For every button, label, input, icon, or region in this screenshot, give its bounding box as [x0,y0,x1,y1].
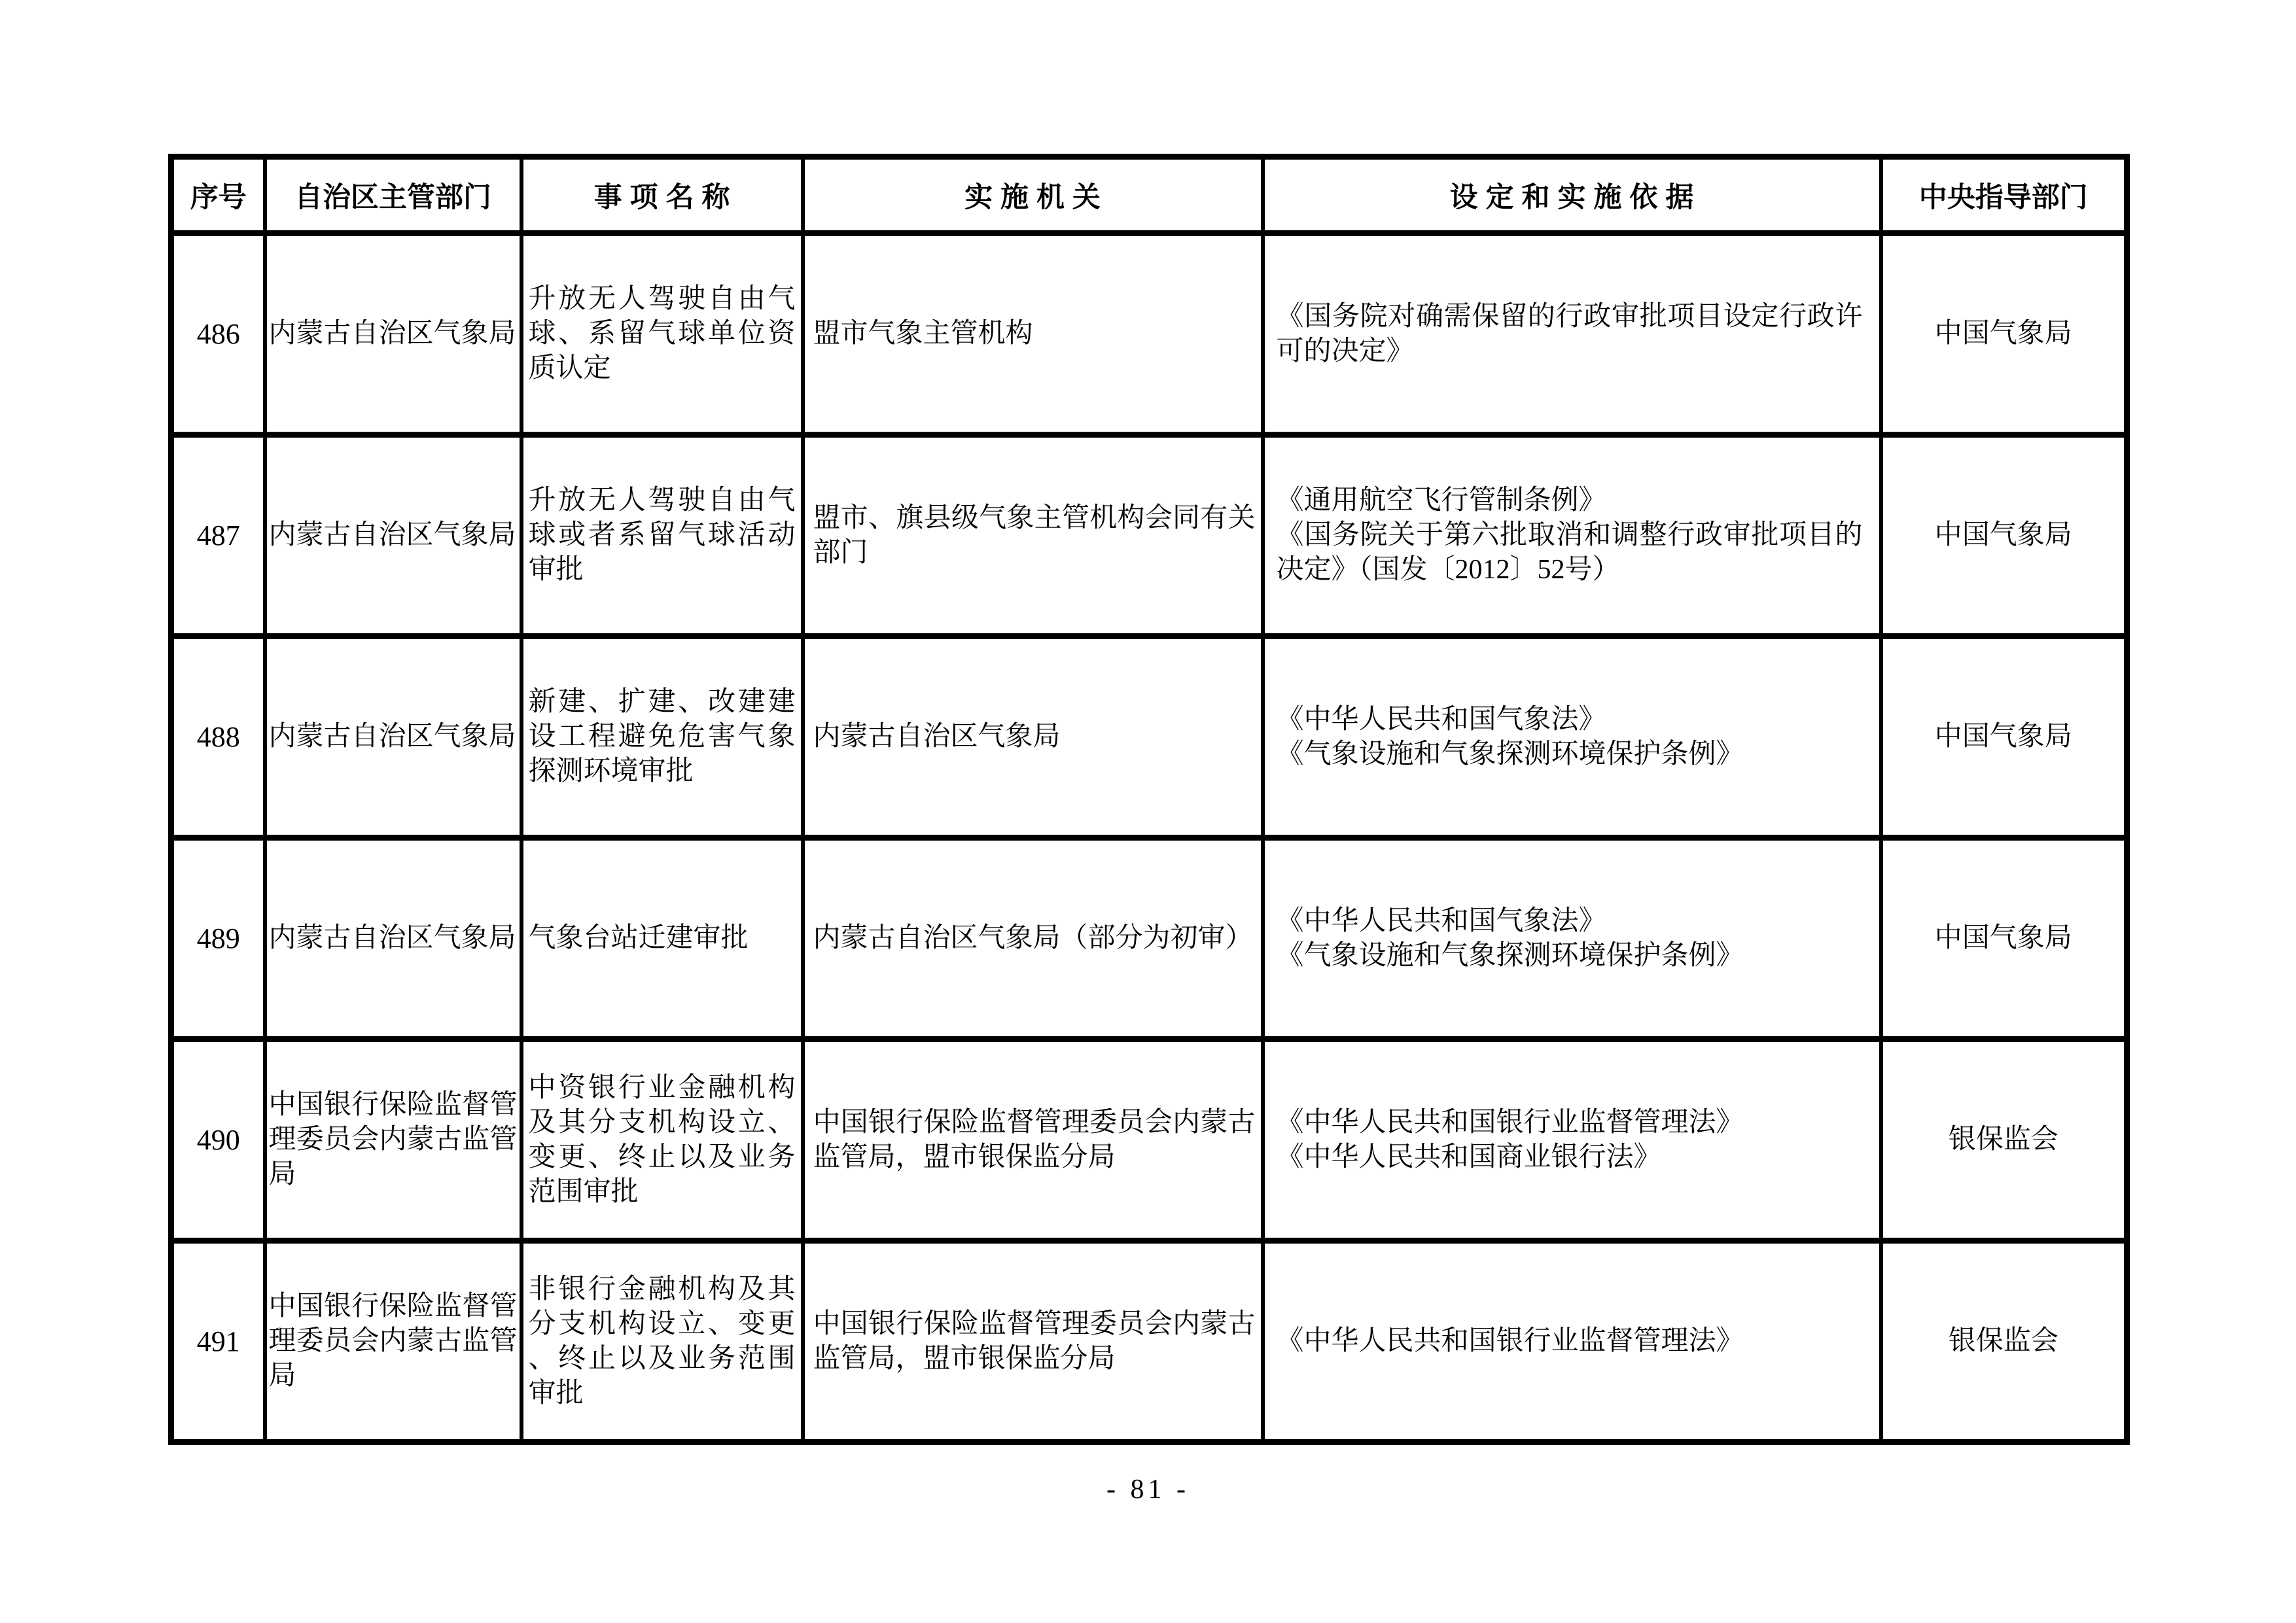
legal-basis-line: 《通用航空飞行管制条例》 [1276,485,1606,515]
cell-implementing-agency: 中国银行保险监督管理委员会内蒙古监管局，盟市银保监分局 [803,1241,1263,1442]
cell-implementing-agency: 内蒙古自治区气象局（部分为初审） [803,838,1263,1039]
table-row [171,1039,2127,1241]
legal-basis-line: 《中华人民共和国银行业监督管理法》 [1276,1326,1744,1356]
cell-central-department: 中国气象局 [1881,435,2127,637]
cell-central-department: 银保监会 [1881,1241,2127,1442]
column-header-department: 自治区主管部门 [265,157,521,234]
table-row [171,637,2127,838]
cell-department: 内蒙古自治区气象局 [265,637,521,838]
column-header-index: 序号 [171,157,265,234]
cell-implementing-agency: 盟市、旗县级气象主管机构会同有关部门 [803,435,1263,637]
legal-basis-line: 《中华人民共和国气象法》 [1276,905,1606,936]
column-header-central: 中央指导部门 [1881,157,2127,234]
table-header [171,157,2127,234]
legal-basis-line: 《中华人民共和国气象法》 [1276,704,1606,735]
column-header-agency: 实 施 机 关 [803,157,1263,234]
cell-item-name: 中资银行业金融机构及其分支机构设立、变更、终止以及业务范围审批 [521,1039,803,1241]
page-number: - 81 - [1106,1475,1190,1505]
cell-legal-basis [1263,637,1881,838]
cell-legal-basis [1263,838,1881,1039]
cell-department: 内蒙古自治区气象局 [265,838,521,1039]
cell-department: 中国银行保险监督管理委员会内蒙古监管局 [265,1039,521,1241]
cell-index: 487 [171,435,265,637]
cell-central-department: 中国气象局 [1881,637,2127,838]
cell-legal-basis [1263,435,1881,637]
cell-item-name: 气象台站迁建审批 [521,838,803,1039]
cell-index: 489 [171,838,265,1039]
legal-basis-line: 《气象设施和气象探测环境保护条例》 [1276,940,1744,971]
approval-items-table [168,154,2130,1445]
cell-legal-basis [1263,1039,1881,1241]
cell-central-department: 银保监会 [1881,1039,2127,1241]
cell-item-name: 非银行金融机构及其分支机构设立、变更、终止以及业务范围审批 [521,1241,803,1442]
cell-central-department: 中国气象局 [1881,838,2127,1039]
cell-department: 中国银行保险监督管理委员会内蒙古监管局 [265,1241,521,1442]
cell-department: 内蒙古自治区气象局 [265,234,521,435]
table-row [171,838,2127,1039]
legal-basis-line: 《国务院关于第六批取消和调整行政审批项目的决定》（国发〔2012〕52号） [1276,520,1863,585]
cell-item-name: 升放无人驾驶自由气球或者系留气球活动审批 [521,435,803,637]
cell-legal-basis [1263,1241,1881,1442]
cell-implementing-agency: 盟市气象主管机构 [803,234,1263,435]
cell-central-department: 中国气象局 [1881,234,2127,435]
cell-legal-basis [1263,234,1881,435]
header-row [171,157,2127,234]
table-body [171,234,2127,1442]
cell-index: 488 [171,637,265,838]
table-row [171,234,2127,435]
cell-index: 491 [171,1241,265,1442]
legal-basis-line: 《气象设施和气象探测环境保护条例》 [1276,739,1744,769]
legal-basis-line: 《中华人民共和国银行业监督管理法》 [1276,1107,1744,1138]
cell-item-name: 新建、扩建、改建建设工程避免危害气象探测环境审批 [521,637,803,838]
legal-basis-line: 《国务院对确需保留的行政审批项目设定行政许可的决定》 [1276,301,1863,366]
cell-item-name: 升放无人驾驶自由气球、系留气球单位资质认定 [521,234,803,435]
table-row [171,435,2127,637]
cell-implementing-agency: 中国银行保险监督管理委员会内蒙古监管局，盟市银保监分局 [803,1039,1263,1241]
cell-implementing-agency: 内蒙古自治区气象局 [803,637,1263,838]
cell-index: 490 [171,1039,265,1241]
cell-index: 486 [171,234,265,435]
table-row [171,1241,2127,1442]
column-header-basis: 设 定 和 实 施 依 据 [1263,157,1881,234]
legal-basis-line: 《中华人民共和国商业银行法》 [1276,1142,1661,1172]
cell-department: 内蒙古自治区气象局 [265,435,521,637]
column-header-item: 事 项 名 称 [521,157,803,234]
